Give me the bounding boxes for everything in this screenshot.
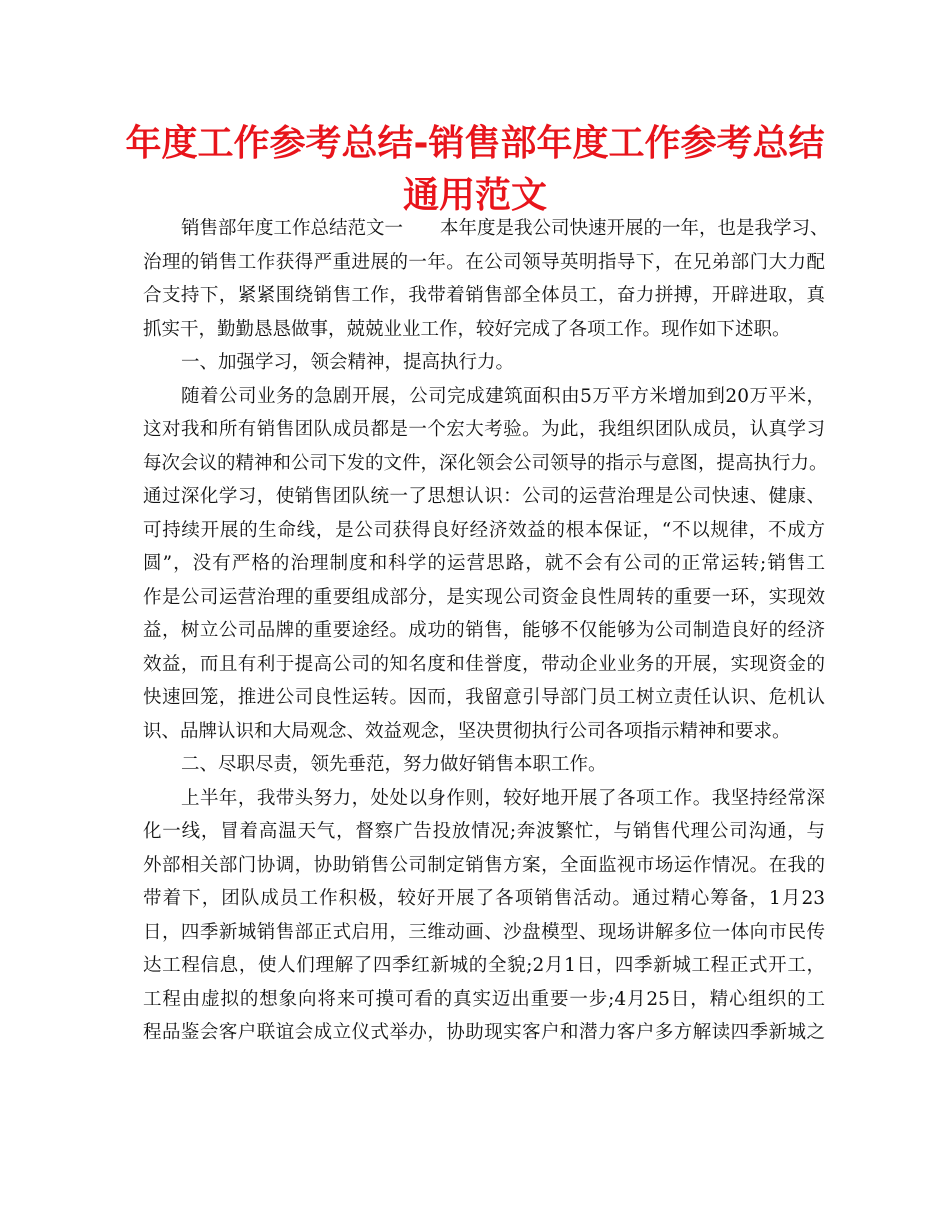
text-line: 达工程信息，使人们理解了四季红新城的全貌;2月1日，四季新城工程正式开工， <box>143 955 825 976</box>
text-line: 每次会议的精神和公司下发的文件，深化领会公司领导的指示与意图，提高执行力。 <box>143 452 828 474</box>
text-line: 效益，而且有利于提高公司的知名度和佳誉度，带动企业业务的开展，实现资金的 <box>143 653 825 675</box>
text-line: 治理的销售工作获得严重进展的一年。在公司领导英明指导下，在兄弟部门大力配 <box>143 251 825 273</box>
text-line: 益，树立公司品牌的重要途经。成功的销售，能够不仅能够为公司制造良好的经济 <box>143 620 825 641</box>
text-line: 抓实干，勤勤恳恳做事，兢兢业业工作，较好完成了各项工作。现作如下述职。 <box>143 318 791 340</box>
text-line: 合支持下，紧紧围绕销售工作，我带着销售部全体员工，奋力拼搏，开辟进取，真 <box>143 285 825 306</box>
text-line: 化一线，冒着高温天气，督察广告投放情况;奔波繁忙，与销售代理公司沟通，与 <box>143 821 825 842</box>
section-heading: 二、尽职尽责，领先垂范，努力做好销售本职工作。 <box>181 754 607 775</box>
text-line: 日，四季新城销售部正式启用，三维动画、沙盘模型、现场讲解多位一体向市民传 <box>143 921 825 943</box>
text-line: 可持续开展的生命线，是公司获得良好经济效益的根本保证，“不以规律，不成方 <box>143 519 825 541</box>
text-line: 圆”，没有严格的治理制度和科学的运营思路，就不会有公司的正常运转;销售工 <box>143 553 825 574</box>
text-line: 作是公司运营治理的重要组成部分，是实现公司资金良性周转的重要一环，实现效 <box>143 586 825 608</box>
document-body <box>143 212 829 1050</box>
text-line: 通过深化学习，使销售团队统一了思想认识：公司的运营治理是公司快速、健康、 <box>143 486 825 507</box>
text-line: 工程由虚拟的想象向将来可摸可看的真实迈出重要一步;4月25日，精心组织的工 <box>143 988 825 1010</box>
text-line: 销售部年度工作总结范文一 本年度是我公司快速开展的一年，也是我学习、 <box>181 218 829 239</box>
section-heading: 一、加强学习，领会精神，提高执行力。 <box>181 352 515 373</box>
document-title: 年度工作参考总结-销售部年度工作参考总结通用范文 <box>125 123 825 216</box>
text-line: 程品鉴会客户联谊会成立仪式举办，协助现实客户和潜力客户多方解读四季新城之 <box>143 1022 825 1043</box>
text-line: 带着下，团队成员工作积极，较好开展了各项销售活动。通过精心筹备，1月23 <box>143 888 825 909</box>
text-line: 上半年，我带头努力，处处以身作则，较好地开展了各项工作。我坚持经常深 <box>181 787 825 809</box>
text-line: 随着公司业务的急剧开展，公司完成建筑面积由5万平方米增加到20万平米， <box>181 385 825 407</box>
text-line: 外部相关部门协调，协助销售公司制定销售方案，全面监视市场运作情况。在我的 <box>143 854 825 876</box>
text-line: 这对我和所有销售团队成员都是一个宏大考验。为此，我组织团队成员，认真学习 <box>143 419 825 440</box>
text-line: 识、品牌认识和大局观念、效益观念，坚决贯彻执行公司各项指示精神和要求。 <box>143 720 791 742</box>
text-line: 快速回笼，推进公司良性运转。因而，我留意引导部门员工树立责任认识、危机认 <box>143 687 825 708</box>
